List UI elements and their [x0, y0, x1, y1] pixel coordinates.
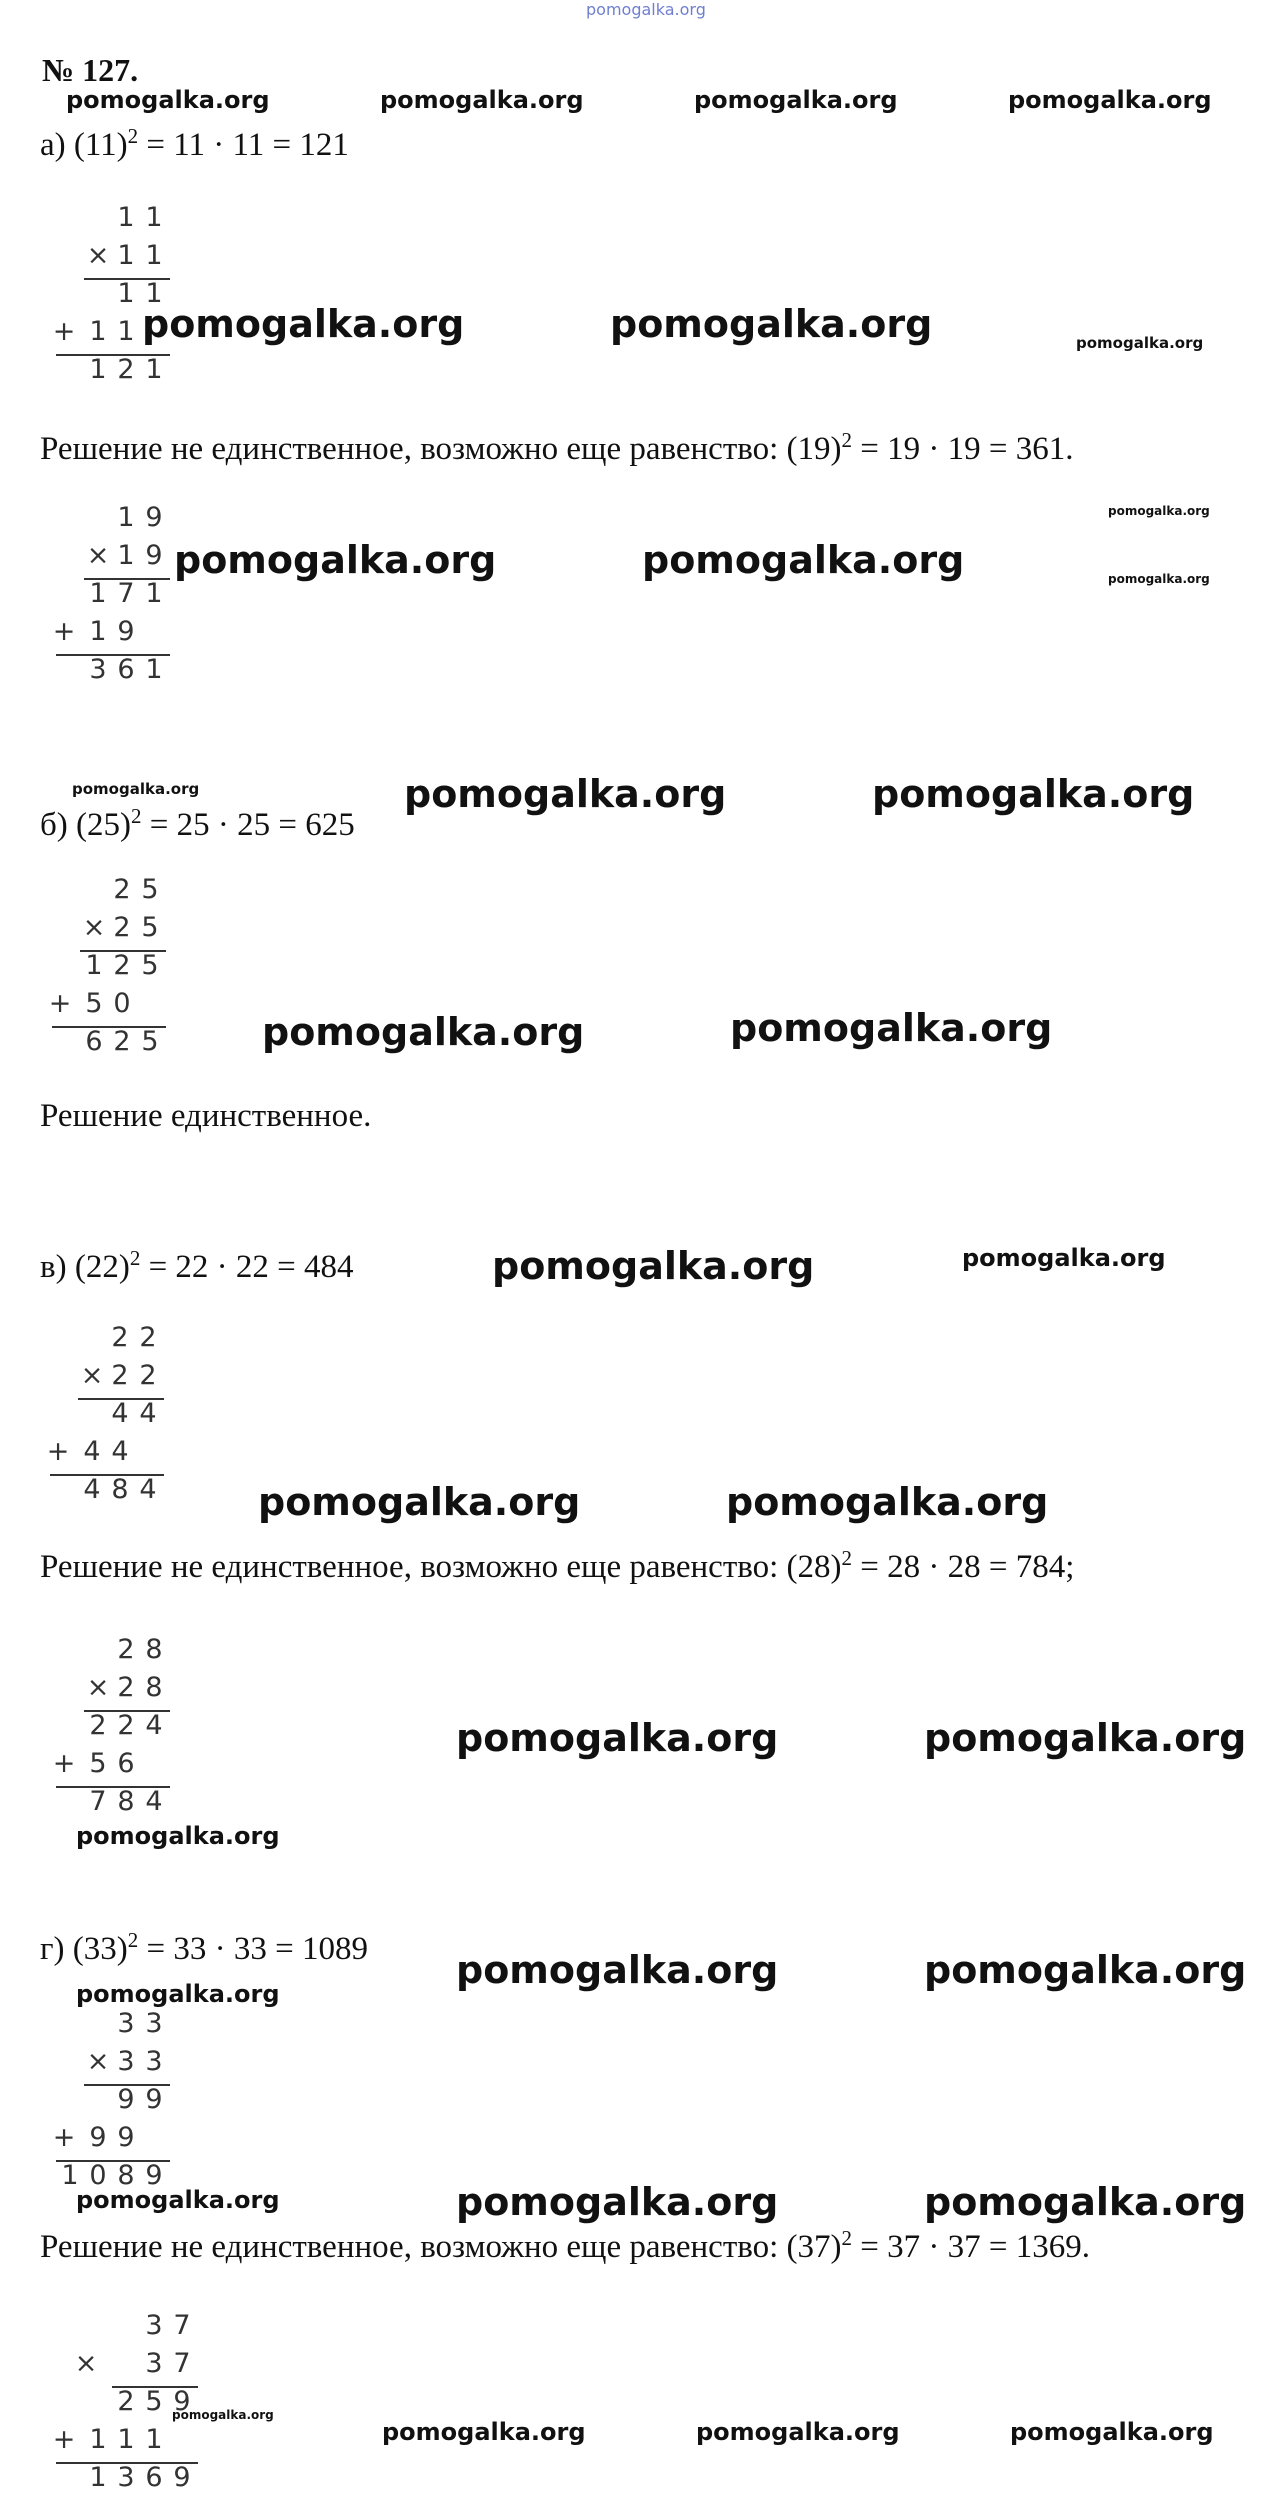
equation-rest: = 11 · 11 = 121 [138, 127, 349, 163]
digit: 1 [117, 316, 135, 347]
note-alt-28: Решение не единственное, возможно еще равенство: $(28)^2 = 28 \cdot 28 = 784$; [40, 1546, 1075, 1585]
watermark-text: pomogalka.org [696, 2418, 900, 2446]
watermark-text: pomogalka.org [76, 1822, 280, 1850]
column-multiplication-19: 1 9 × 1 9 1 7 1 + 1 9 3 6 1 [44, 500, 184, 690]
note-alt-19: Решение не единственное, возможно еще равенство: $(19)^2 = 19 \cdot 19 = 361$. [40, 428, 1074, 467]
watermark-text: pomogalka.org [1108, 572, 1210, 586]
plus-sign: + [52, 316, 76, 347]
watermark-text: pomogalka.org [382, 2418, 586, 2446]
watermark-text: pomogalka.org [642, 538, 965, 582]
watermark-text: pomogalka.org [76, 2186, 280, 2214]
watermark-text: pomogalka.org [258, 1480, 581, 1524]
equation-g: г) $(33)^2 = 33 \cdot 33 = 1089$ [40, 1928, 368, 1967]
equation-a [40, 124, 349, 164]
watermark-text: pomogalka.org [924, 1716, 1247, 1760]
watermark-text: pomogalka.org [924, 2180, 1247, 2224]
site-header-mark[interactable]: pomogalka.org [586, 0, 706, 19]
digit: 2 [117, 354, 135, 385]
equation-b: б) $(25)^2 = 25 \cdot 25 = 625$ [40, 804, 355, 843]
watermark-text: pomogalka.org [730, 1006, 1053, 1050]
watermark-text: pomogalka.org [492, 1244, 815, 1288]
watermark-text: pomogalka.org [962, 1244, 1166, 1272]
digit: 1 [145, 278, 163, 309]
conclusion-b: Решение единственное. [40, 1098, 372, 1134]
problem-title: № 127. [42, 52, 139, 88]
watermark-text: pomogalka.org [456, 1948, 779, 1992]
column-multiplication-b: 2 5 × 2 5 1 2 5 + 5 0 6 2 5 [40, 872, 180, 1062]
digit: 1 [145, 240, 163, 271]
note-alt-37: Решение не единственное, возможно еще равенство: $(37)^2 = 37 \cdot 37 = 1369$. [40, 2226, 1090, 2265]
column-multiplication-v: 2 2 × 2 2 4 4 + 4 4 4 8 4 [38, 1320, 178, 1510]
times-sign: × [86, 240, 110, 271]
watermark-text: pomogalka.org [174, 538, 497, 582]
exponent: 2 [127, 124, 139, 148]
watermark-text: pomogalka.org [404, 772, 727, 816]
digit: 1 [117, 240, 135, 271]
watermark-text: pomogalka.org [872, 772, 1195, 816]
watermark-text: pomogalka.org [456, 1716, 779, 1760]
digit: 1 [89, 316, 107, 347]
watermark-text: pomogalka.org [72, 780, 200, 798]
watermark-text: pomogalka.org [726, 1480, 1049, 1524]
column-multiplication-a [44, 200, 184, 390]
column-multiplication-28: 2 8 × 2 8 2 2 4 + 5 6 7 8 4 [44, 1632, 184, 1822]
watermark-text: pomogalka.org [1108, 504, 1210, 518]
watermark-text: pomogalka.org [66, 86, 270, 114]
equation-v: в) $(22)^2 = 22 \cdot 22 = 484$ [40, 1246, 354, 1285]
watermark-text: pomogalka.org [142, 302, 465, 346]
watermark-text: pomogalka.org [380, 86, 584, 114]
column-multiplication-g: 3 3 × 3 3 9 9 + 9 9 1 0 8 9 [44, 2006, 204, 2196]
digit: 1 [117, 278, 135, 309]
watermark-text: pomogalka.org [924, 1948, 1247, 1992]
digit: 1 [145, 354, 163, 385]
watermark-text: pomogalka.org [76, 1980, 280, 2008]
column-multiplication-37: 3 7 × 3 7 2 5 9 + 1 1 1 1 3 6 9 [44, 2308, 234, 2498]
watermark-text: pomogalka.org [1076, 334, 1204, 352]
watermark-text: pomogalka.org [1010, 2418, 1214, 2446]
watermark-text: pomogalka.org [1008, 86, 1212, 114]
watermark-text: pomogalka.org [262, 1010, 585, 1054]
digit: 1 [117, 202, 135, 233]
watermark-text: pomogalka.org [172, 2408, 274, 2422]
watermark-text: pomogalka.org [456, 2180, 779, 2224]
digit: 1 [145, 202, 163, 233]
watermark-text: pomogalka.org [694, 86, 898, 114]
equation-label: а) [40, 127, 66, 163]
equation-base: (11) [73, 127, 128, 163]
watermark-text: pomogalka.org [610, 302, 933, 346]
digit: 1 [89, 354, 107, 385]
